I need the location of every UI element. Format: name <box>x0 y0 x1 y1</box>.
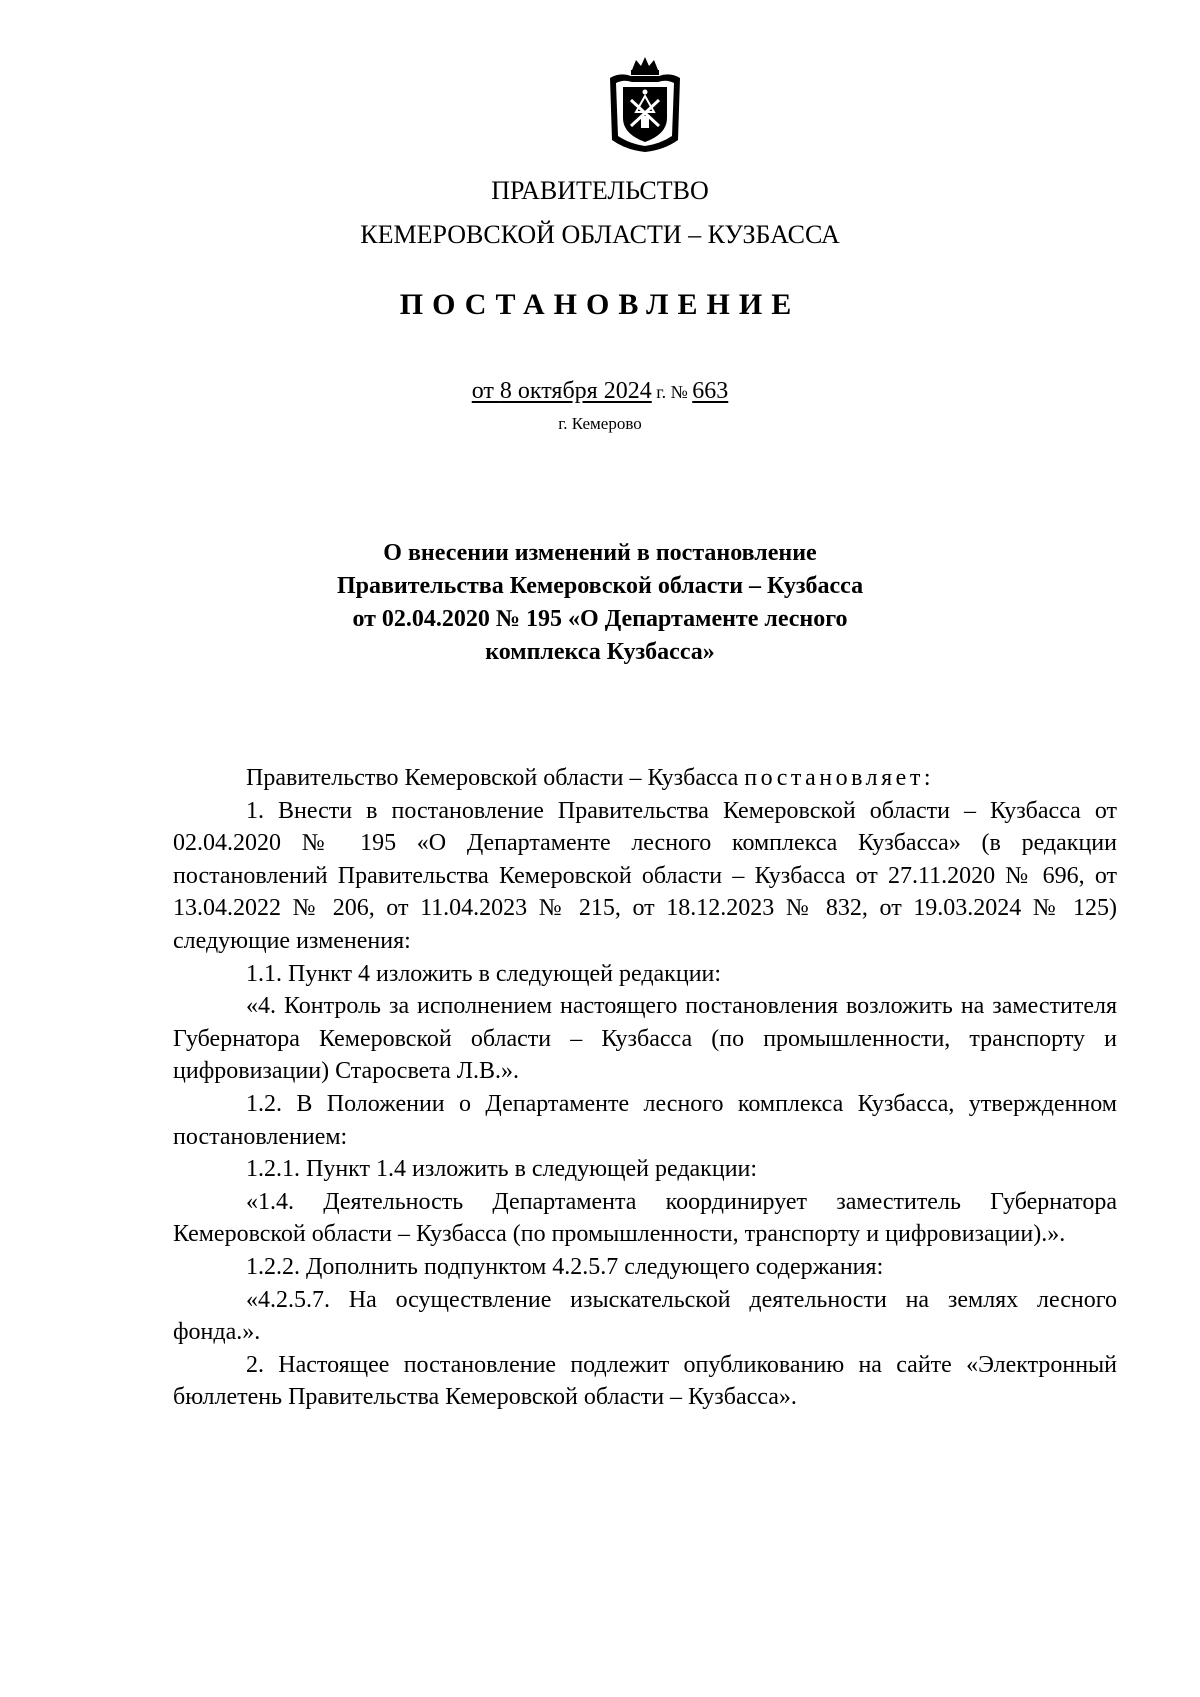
body-paragraph: 1.2.1. Пункт 1.4 изложить в следующей редакции: <box>246 1156 758 1183</box>
number-label: № <box>666 382 693 402</box>
document-number: 663 <box>692 378 729 404</box>
body-paragraph: «1.4. Деятельность Департамента координирует заместитель Губернатора Кемеровской области – Кузбасса (по промышленности, транспорту и цифровизации).». <box>173 1188 1117 1248</box>
preamble-paragraph <box>173 762 1117 795</box>
preamble-verb: постановляет <box>744 765 924 791</box>
title-line: комплекса Кузбасса» <box>485 639 715 665</box>
preamble-text: Правительство Кемеровской области – Кузбасса <box>246 765 745 791</box>
document-title <box>0 537 1200 669</box>
body-paragraph: 1. Внести в постановление Правительства Кемеровской области – Кузбасса от 02.04.2020 № 195 «О Департаменте лесного комплекса Кузбасса» (в редакции постановлений Правительства Кемеровской области – Кузбасса от 27.11.2020 № 696, от 13.04.2022 № 206, от 11.04.2023 № 215, от 18.12.2023 № 832, от 19.03.2024 № 125) следующие изменения: <box>173 797 1117 954</box>
body-paragraph: «4. Контроль за исполнением настоящего постановления возложить на заместителя Губернатора Кемеровской области – Кузбасса (по промышленности, транспорту и цифровизации) Старосвета Л.В.». <box>173 993 1117 1085</box>
organization-name-line2: КЕМЕРОВСКОЙ ОБЛАСТИ – КУЗБАССА <box>360 220 840 249</box>
body-paragraph: «4.2.5.7. На осуществление изыскательской деятельности на землях лесного фонда.». <box>173 1286 1117 1346</box>
date-number-line <box>0 378 1200 405</box>
document-type: ПОСТАНОВЛЕНИЕ <box>399 288 801 321</box>
body-paragraph: 1.2.2. Дополнить подпунктом 4.2.5.7 следующего содержания: <box>246 1253 884 1280</box>
preamble-colon: : <box>923 765 931 791</box>
year-suffix: г. <box>651 382 667 402</box>
title-line: от 02.04.2020 № 195 «О Департаменте лесного <box>352 606 848 632</box>
body-paragraph: 2. Настоящее постановление подлежит опубликованию на сайте «Электронный бюллетень Правительства Кемеровской области – Кузбасса». <box>173 1351 1117 1411</box>
document-date: 8 октября 2024 <box>499 378 652 404</box>
kuzbass-coat-of-arms-icon <box>606 56 684 154</box>
body-paragraph: 1.2. В Положении о Департаменте лесного комплекса Кузбасса, утвержденном постановлением: <box>173 1090 1117 1150</box>
title-line: Правительства Кемеровской области – Кузбасса <box>336 573 864 599</box>
organization-name-line1: ПРАВИТЕЛЬСТВО <box>491 176 709 205</box>
date-prefix: от <box>471 378 500 404</box>
title-line: О внесении изменений в постановление <box>383 540 817 566</box>
city: г. Кемерово <box>558 414 642 433</box>
document-body <box>173 762 1117 1414</box>
body-paragraph: 1.1. Пункт 4 изложить в следующей редакции: <box>246 960 722 987</box>
